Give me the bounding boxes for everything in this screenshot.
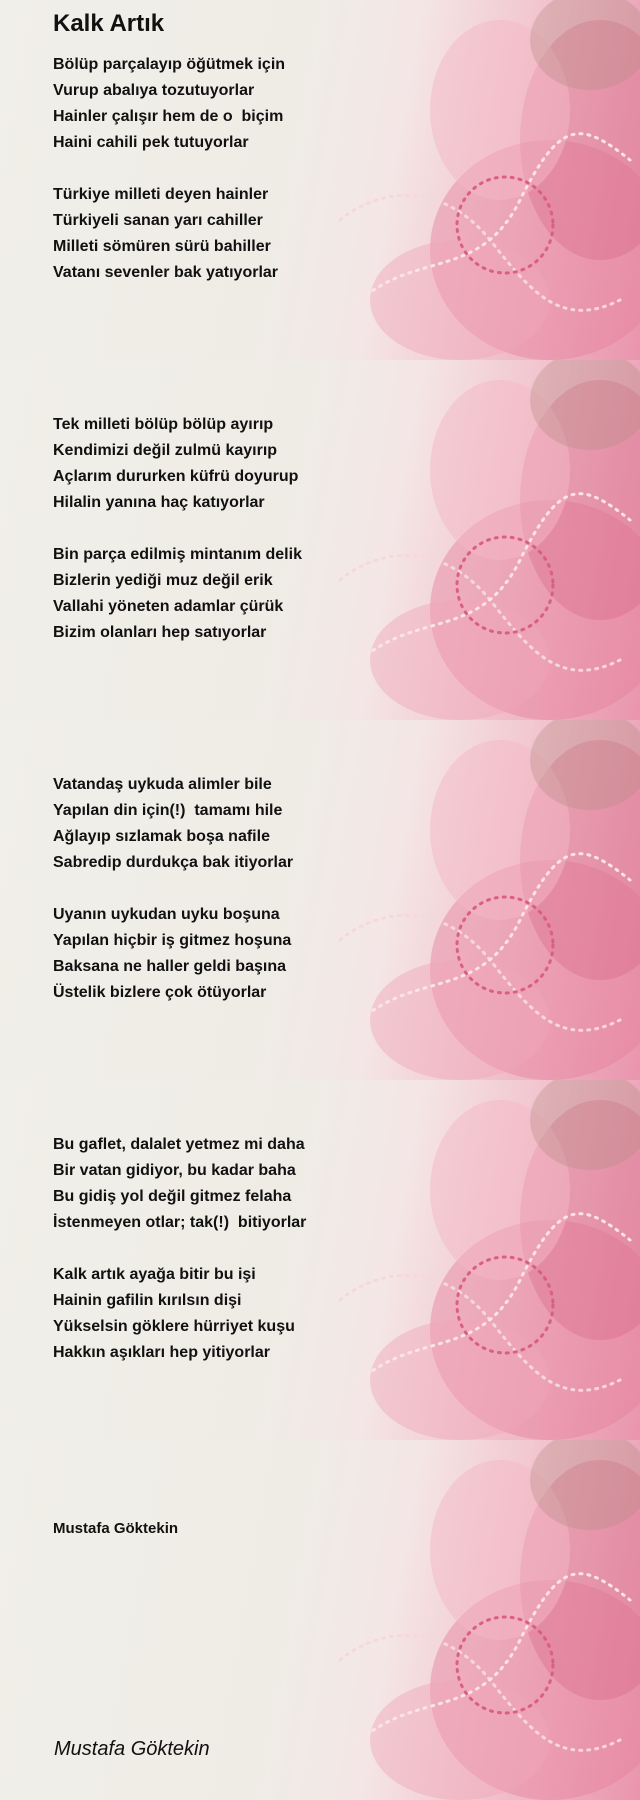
poem-line: Açlarım dururken küfrü doyurup <box>53 468 299 485</box>
poem-stanza <box>53 182 278 286</box>
poem-content <box>53 0 613 1800</box>
poem-stanza <box>53 902 291 1006</box>
poem-line: Bizim olanları hep satıyorlar <box>53 624 267 641</box>
poem-stanza <box>53 1262 295 1366</box>
poem-line: Kendimizi değil zulmü kayırıp <box>53 442 278 459</box>
poem-line: Hainin gafilin kırılsın dişi <box>53 1292 242 1309</box>
poem-title: Kalk Artık <box>53 10 165 37</box>
poem-line: Bu gidiş yol değil gitmez felaha <box>53 1188 292 1205</box>
poem-line: Türkiyeli sanan yarı cahiller <box>53 212 263 229</box>
poem-line: Haini cahili pek tutuyorlar <box>53 134 249 151</box>
poem-stanza <box>53 412 298 516</box>
author-signature: Mustafa Göktekin <box>54 1738 210 1760</box>
poem-stanza <box>53 1132 306 1236</box>
poem-line: İstenmeyen otlar; tak(!) bitiyorlar <box>53 1214 307 1231</box>
poem-line: Türkiye milleti deyen hainler <box>53 186 269 203</box>
poem-line: Vatandaş uykuda alimler bile <box>53 776 272 793</box>
poem-line: Vurup abalıya tozutuyorlar <box>53 82 255 99</box>
poem-line: Üstelik bizlere çok ötüyorlar <box>53 984 267 1001</box>
poem-stanza <box>53 772 293 876</box>
poem-line: Yükselsin göklere hürriyet kuşu <box>53 1318 295 1335</box>
poem-author: Mustafa Göktekin <box>53 1520 179 1537</box>
poem-line: Bu gaflet, dalalet yetmez mi daha <box>53 1136 305 1153</box>
poem-line: Uyanın uykudan uyku boşuna <box>53 906 280 923</box>
poem-line: Vallahi yöneten adamlar çürük <box>53 598 284 615</box>
poem-line: Baksana ne haller geldi başına <box>53 958 286 975</box>
poem-line: Milleti sömüren sürü bahiller <box>53 238 271 255</box>
poem-line: Bir vatan gidiyor, bu kadar baha <box>53 1162 296 1179</box>
poem-line: Yapılan din için(!) tamamı hile <box>53 802 283 819</box>
poem-line: Ağlayıp sızlamak boşa nafile <box>53 828 270 845</box>
poem-line: Yapılan hiçbir iş gitmez hoşuna <box>53 932 292 949</box>
poem-stanza <box>53 542 302 646</box>
poem-line: Hakkın aşıkları hep yitiyorlar <box>53 1344 270 1361</box>
poem-line: Sabredip durdukça bak itiyorlar <box>53 854 294 871</box>
poem-line: Bizlerin yediği muz değil erik <box>53 572 273 589</box>
poem-line: Vatanı sevenler bak yatıyorlar <box>53 264 279 281</box>
poem-line: Hainler çalışır hem de o biçim <box>53 108 284 125</box>
poem-stanza <box>53 52 285 156</box>
poem-line: Bölüp parçalayıp öğütmek için <box>53 56 286 73</box>
poem-line: Tek milleti bölüp bölüp ayırıp <box>53 416 274 433</box>
poem-line: Bin parça edilmiş mintanım delik <box>53 546 302 563</box>
poem-line: Kalk artık ayağa bitir bu işi <box>53 1266 256 1283</box>
poem-line: Hilalin yanına haç katıyorlar <box>53 494 265 511</box>
